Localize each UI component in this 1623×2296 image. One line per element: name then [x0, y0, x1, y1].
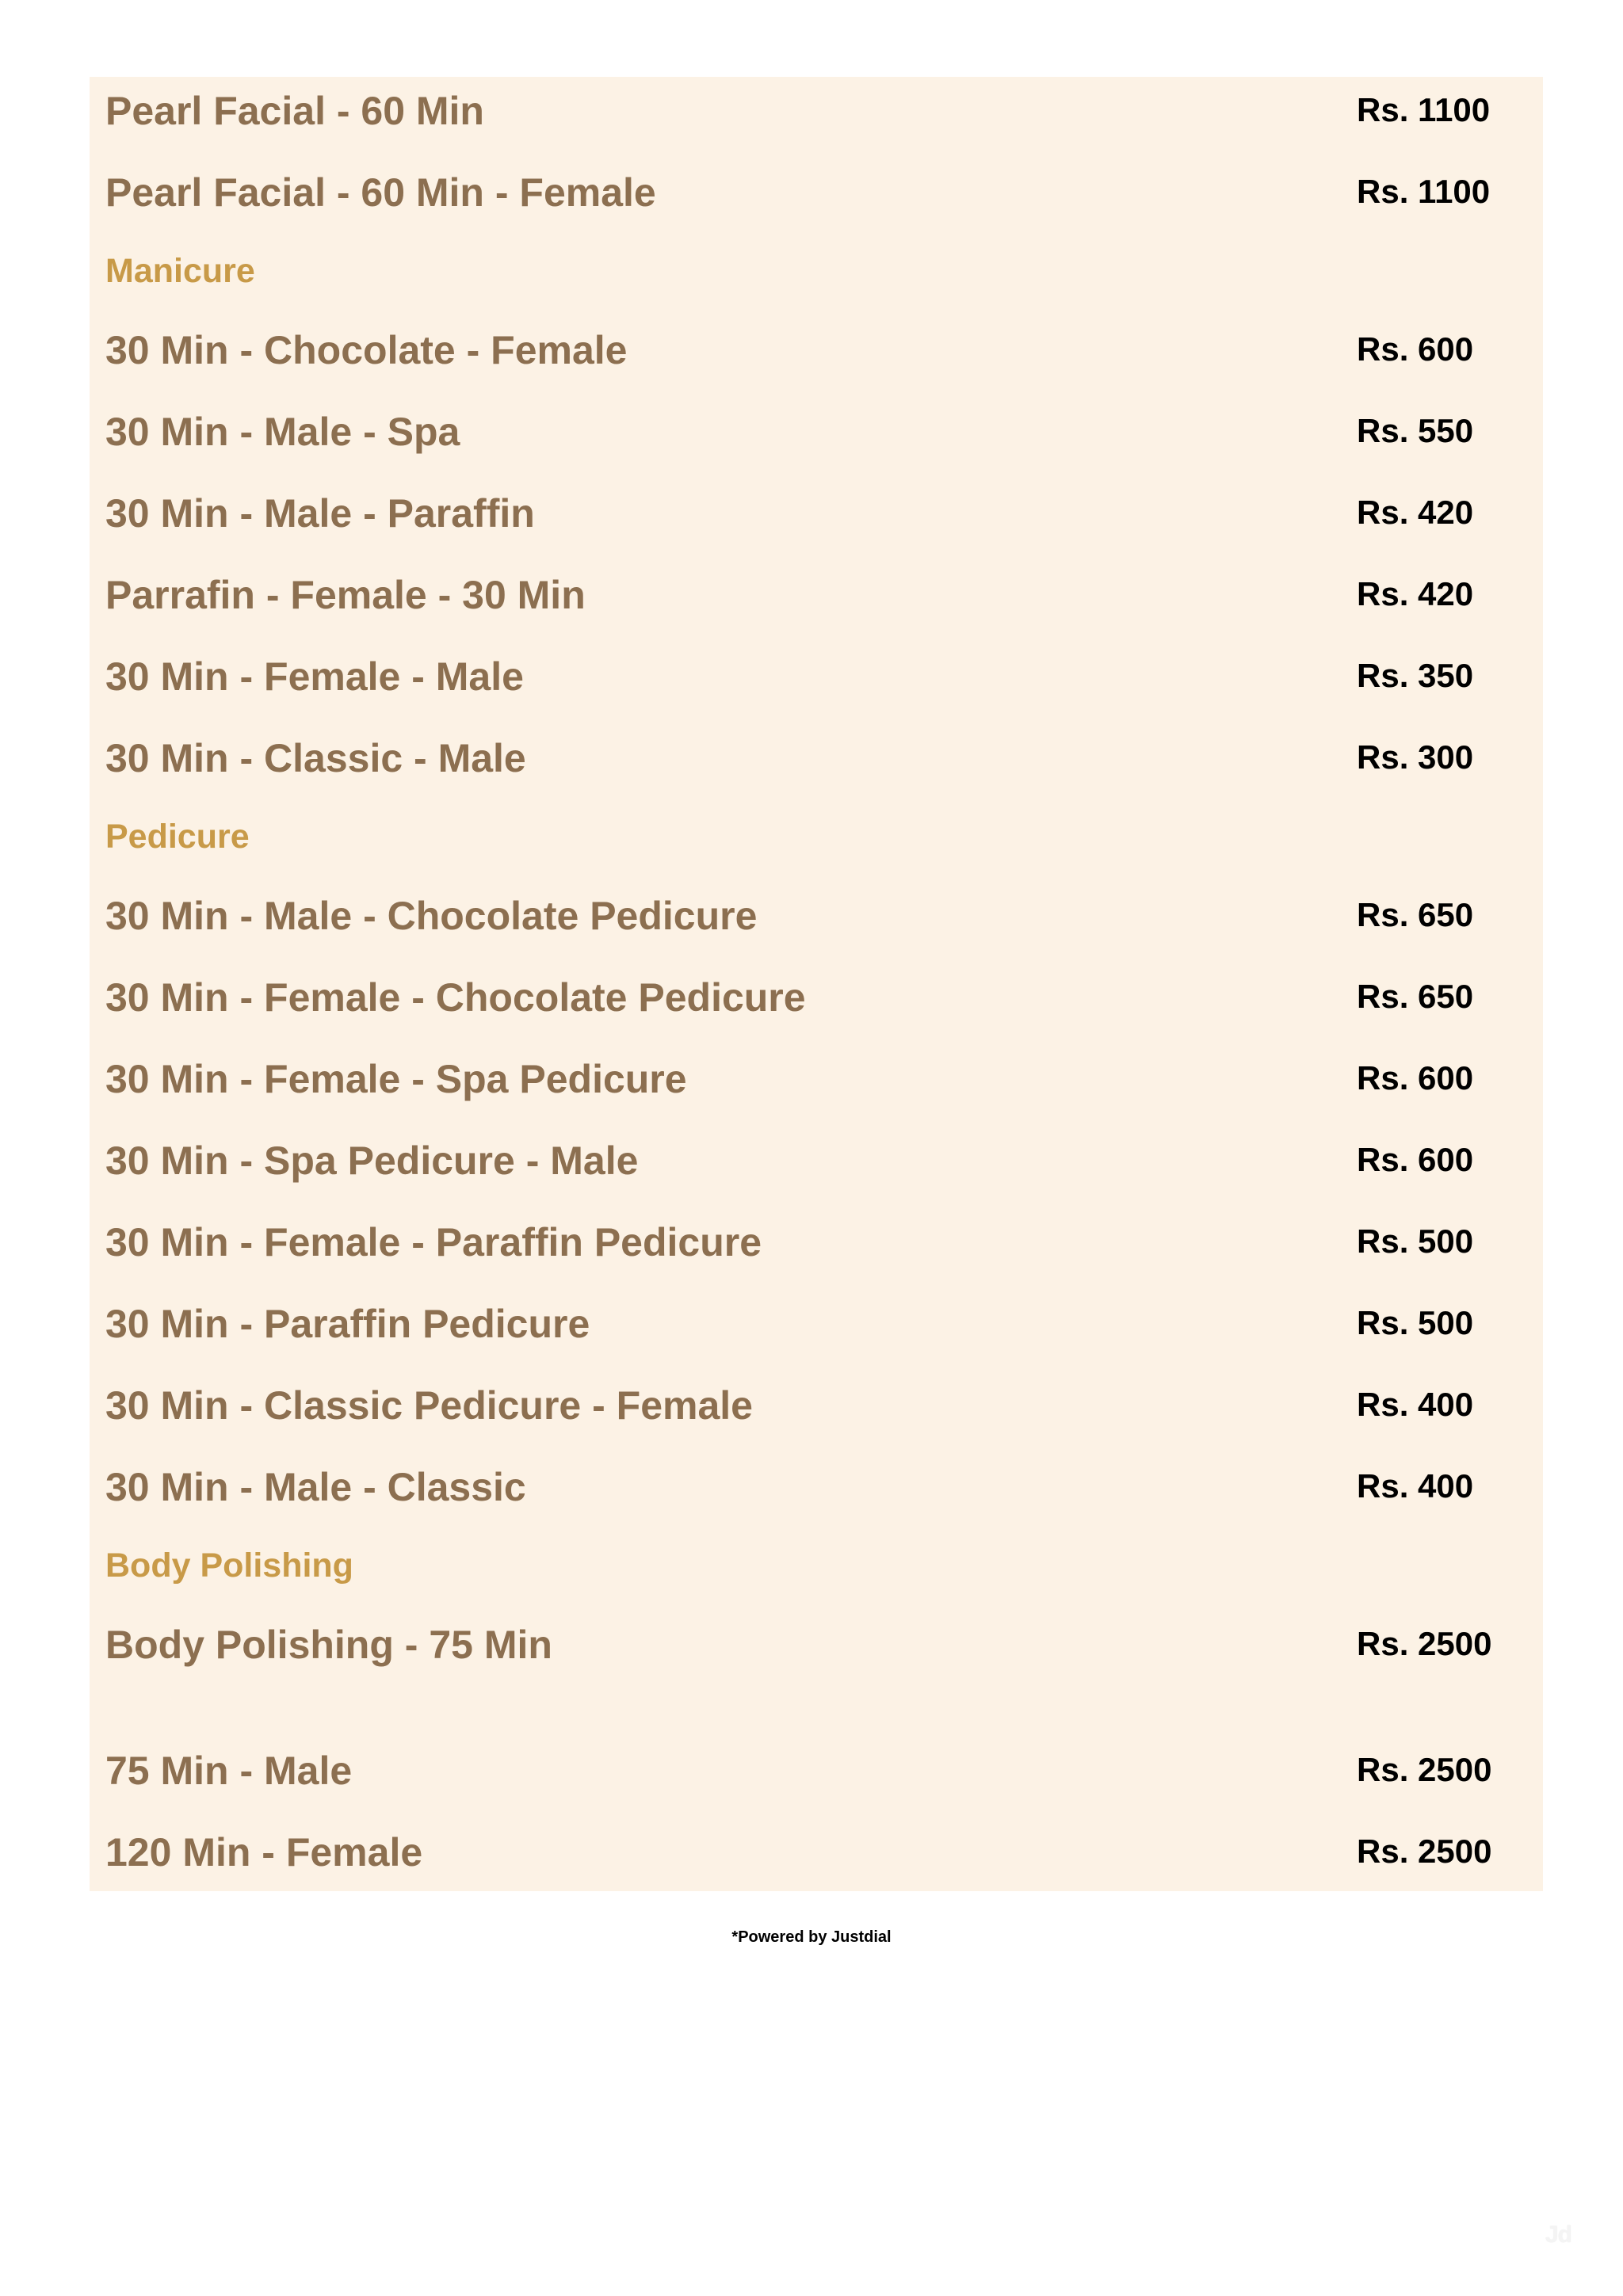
price-row: [90, 491, 1543, 575]
service-price: Rs. 600: [1357, 330, 1474, 368]
service-name: 30 Min - Paraffin Pedicure: [105, 1302, 590, 1346]
service-name: 30 Min - Chocolate - Female: [105, 328, 628, 372]
price-row: [90, 654, 1543, 738]
service-name: Pearl Facial - 60 Min - Female: [105, 170, 656, 215]
service-name: Parrafin - Female - 30 Min: [105, 573, 586, 617]
service-name: 30 Min - Female - Paraffin Pedicure: [105, 1220, 762, 1264]
service-name: Pearl Facial - 60 Min: [105, 89, 484, 133]
service-price: Rs. 400: [1357, 1467, 1474, 1505]
service-price: Rs. 2500: [1357, 1751, 1492, 1788]
service-price: Rs. 1100: [1357, 173, 1491, 210]
price-row: [90, 1304, 1543, 1386]
service-price: Rs. 300: [1357, 738, 1474, 776]
service-price: Rs. 600: [1357, 1141, 1474, 1178]
service-price: Rs. 500: [1357, 1222, 1474, 1260]
service-name: 30 Min - Spa Pedicure - Male: [105, 1138, 639, 1183]
section-header-body-polishing: [90, 1549, 1543, 1625]
service-name: 30 Min - Female - Chocolate Pedicure: [105, 975, 806, 1020]
service-name: 30 Min - Female - Male: [105, 654, 524, 699]
section-header-pedicure: [90, 820, 1543, 896]
price-row: [90, 975, 1543, 1059]
justdial-logo-icon: Jd: [1545, 2222, 1572, 2248]
price-row: [90, 1383, 1543, 1467]
price-row: [90, 1059, 1543, 1141]
service-name: 30 Min - Male - Chocolate Pedicure: [105, 894, 758, 938]
price-row: [90, 412, 1543, 494]
service-price: Rs. 1100: [1357, 91, 1491, 128]
service-price: Rs. 420: [1357, 575, 1474, 612]
price-row: [90, 1138, 1543, 1222]
price-list-card: [90, 77, 1543, 1891]
price-row: [90, 738, 1543, 820]
price-row: [90, 170, 1543, 254]
service-price: Rs. 420: [1357, 494, 1474, 531]
section-header-manicure: [90, 254, 1543, 330]
service-price: Rs. 600: [1357, 1059, 1474, 1097]
price-row: [90, 1751, 1543, 1833]
service-name: 120 Min - Female: [105, 1830, 423, 1875]
price-row: [90, 1222, 1543, 1304]
service-name: Body Polishing - 75 Min: [105, 1623, 552, 1667]
section-title: Body Polishing: [105, 1547, 353, 1585]
price-row: [90, 896, 1543, 978]
service-price: Rs. 350: [1357, 657, 1474, 694]
service-name: 30 Min - Classic - Male: [105, 736, 526, 780]
service-price: Rs. 650: [1357, 978, 1474, 1015]
service-name: 30 Min - Male - Classic: [105, 1465, 526, 1509]
price-row: [90, 330, 1543, 412]
service-name: 30 Min - Female - Spa Pedicure: [105, 1057, 687, 1101]
price-row: [90, 91, 1543, 173]
service-price: Rs. 500: [1357, 1304, 1474, 1341]
service-price: Rs. 650: [1357, 896, 1474, 933]
service-price: Rs. 550: [1357, 412, 1474, 449]
price-row: [90, 1625, 1543, 1751]
powered-by-footer: *Powered by Justdial: [731, 1928, 892, 1946]
section-title: Manicure: [105, 252, 255, 290]
service-price: Rs. 2500: [1357, 1833, 1492, 1870]
service-name: 75 Min - Male: [105, 1749, 353, 1793]
service-name: 30 Min - Male - Spa: [105, 410, 460, 454]
service-price: Rs. 400: [1357, 1386, 1474, 1423]
price-row: [90, 1830, 1543, 1914]
price-row: [90, 1467, 1543, 1549]
section-title: Pedicure: [105, 818, 250, 856]
service-name: 30 Min - Classic Pedicure - Female: [105, 1383, 753, 1428]
price-row: [90, 575, 1543, 657]
service-price: Rs. 2500: [1357, 1625, 1492, 1662]
service-name: 30 Min - Male - Paraffin: [105, 491, 535, 536]
